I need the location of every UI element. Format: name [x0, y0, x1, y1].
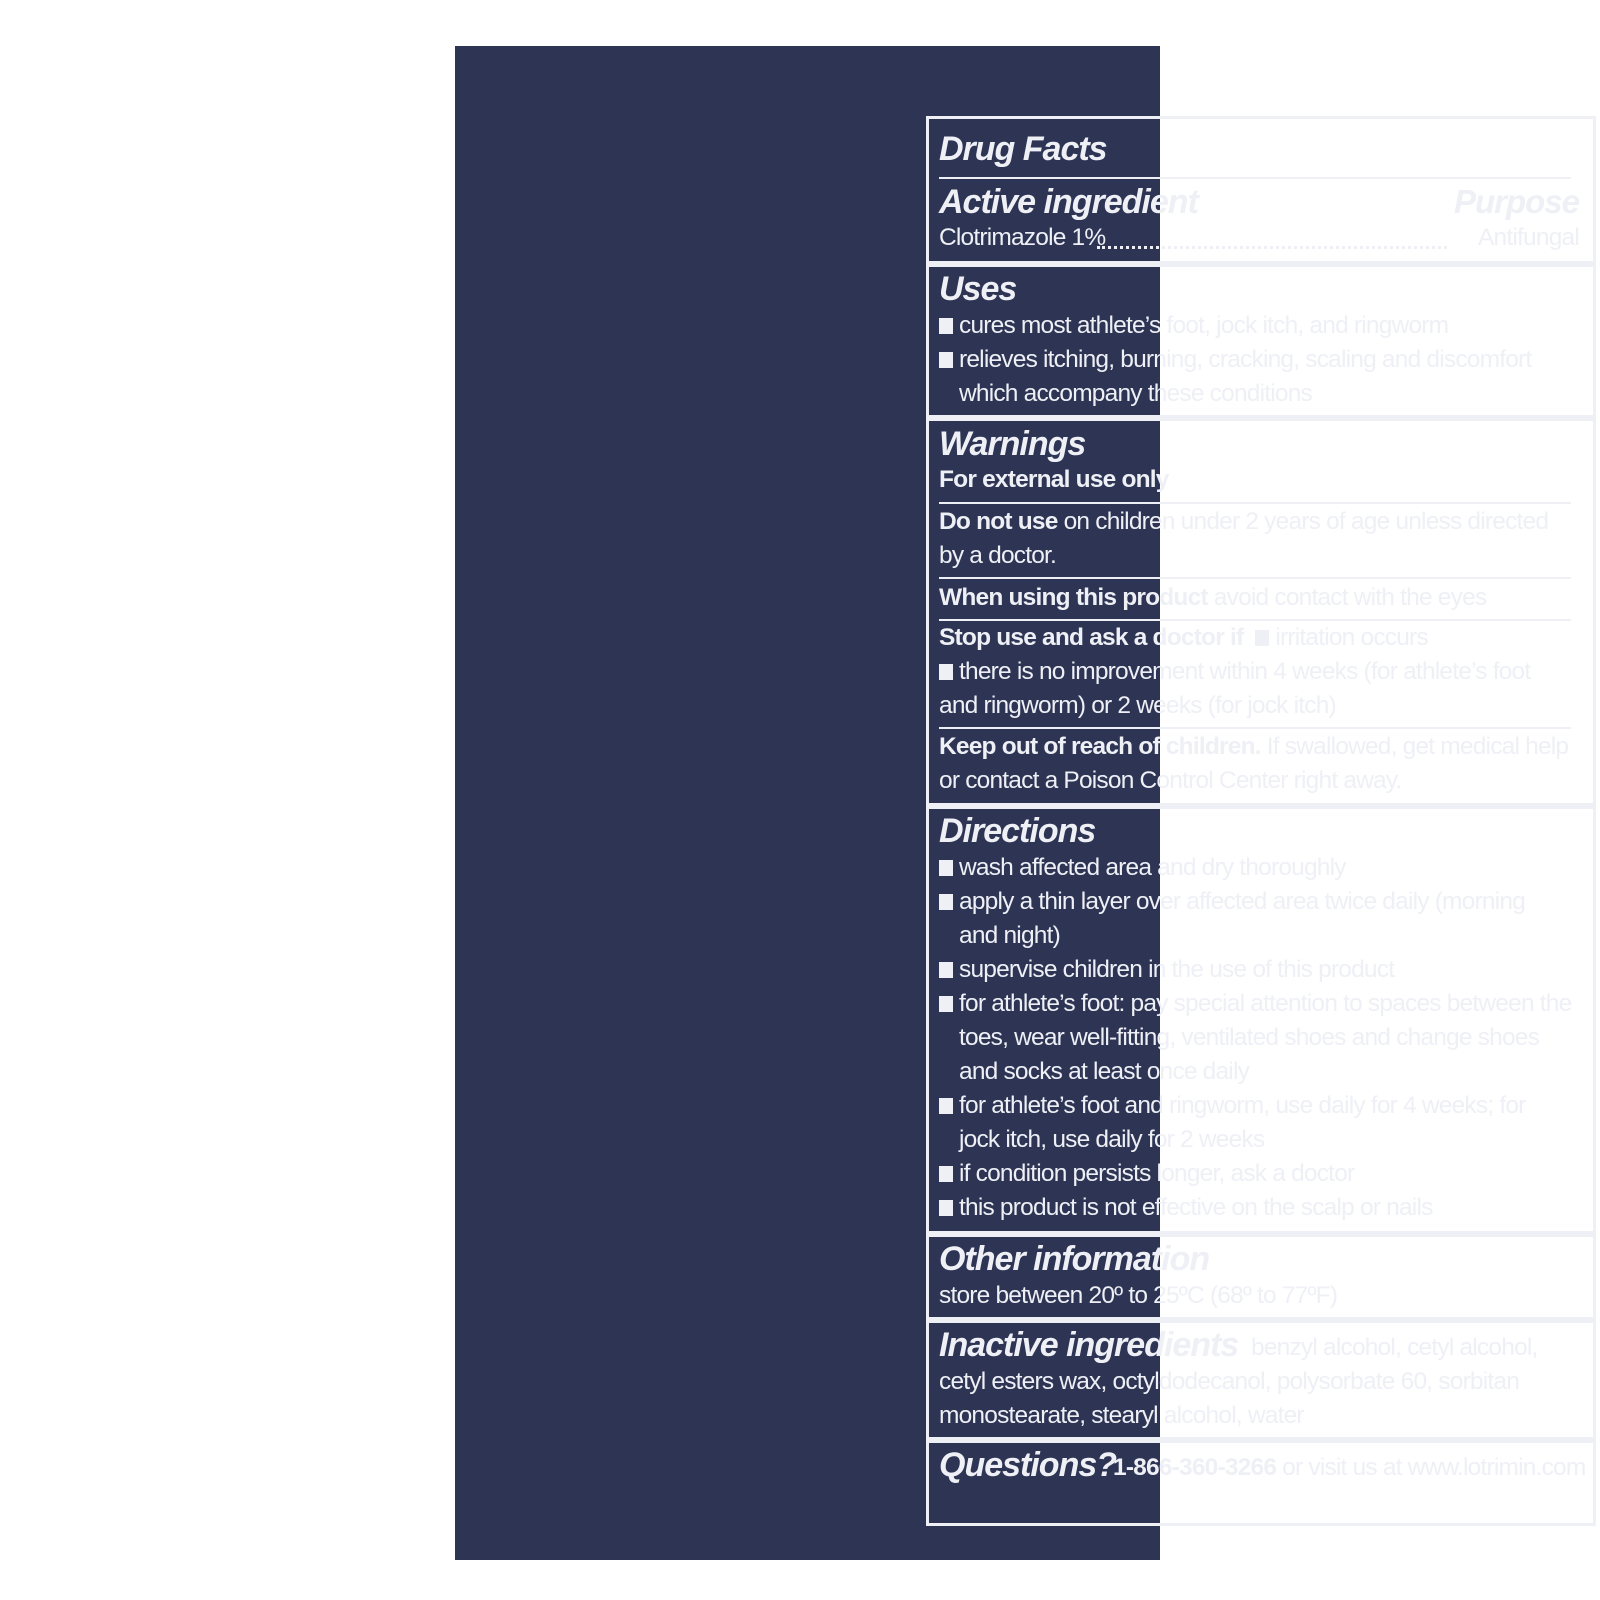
section-separator: [929, 1317, 1593, 1323]
section-separator: [929, 1437, 1593, 1443]
directions-item-continued: toes, wear well-fitting, ventilated shoes and change shoes: [959, 1024, 1540, 1051]
bullet-square-icon: [1255, 630, 1269, 646]
external-use-only: For external use only: [939, 466, 1169, 493]
bullet-square-icon: [939, 996, 953, 1012]
bullet-square-icon: [939, 962, 953, 978]
uses-item: relieves itching, burning, cracking, scaling and discomfort: [939, 343, 1531, 377]
questions-contact: [1113, 1451, 1585, 1485]
directions-heading: Directions: [939, 812, 1096, 850]
directions-item: supervise children in the use of this product: [939, 953, 1394, 987]
directions-item: for athlete’s foot: pay special attention to spaces between the: [939, 987, 1571, 1021]
phone-number: 1-866-360-3266: [1113, 1454, 1277, 1481]
directions-item: if condition persists longer, ask a doctor: [939, 1157, 1354, 1191]
when-using-line: When using this product avoid contact with the eyes: [939, 584, 1487, 611]
bullet-square-icon: [939, 1098, 953, 1114]
stop-use-item: there is no improvement within 4 weeks (for athlete’s foot: [939, 655, 1530, 689]
bullet-square-icon: [939, 664, 953, 680]
warning-rule: [939, 502, 1571, 504]
directions-item-continued: and night): [959, 922, 1060, 949]
title-rule: [939, 177, 1571, 179]
website-text: or visit us at www.lotrimin.com: [1276, 1454, 1586, 1481]
section-separator: [929, 803, 1593, 809]
directions-item-continued: jock itch, use daily for 2 weeks: [959, 1126, 1265, 1153]
stop-use-line: Stop use and ask a doctor if irritation occurs: [939, 624, 1428, 651]
drug-facts-title: Drug Facts: [939, 130, 1107, 168]
bullet-square-icon: [939, 860, 953, 876]
active-ingredient-row: [929, 221, 1593, 255]
uses-item-continued: which accompany these conditions: [959, 380, 1313, 407]
stop-use-item-continued: and ringworm) or 2 weeks (for jock itch): [939, 692, 1336, 719]
keep-out-line: Keep out of reach of children. If swallowed, get medical help: [939, 733, 1569, 760]
bullet-square-icon: [939, 894, 953, 910]
inactive-ingredients-text: cetyl esters wax, octyldodecanol, polysorbate 60, sorbitan: [939, 1368, 1520, 1395]
product-package-panel: [455, 46, 1586, 1560]
warning-rule: [939, 577, 1571, 579]
directions-item: apply a thin layer over affected area twice daily (morning: [939, 885, 1525, 919]
inactive-ingredients-text: monostearate, stearyl alcohol, water: [939, 1402, 1304, 1429]
do-not-use-line: by a doctor.: [939, 542, 1057, 569]
warning-rule: [939, 727, 1571, 729]
do-not-use-line: Do not use on children under 2 years of age unless directed: [939, 508, 1549, 535]
storage-text: store between 20º to 25ºC (68º to 77ºF): [939, 1282, 1338, 1309]
directions-item: wash affected area and dry thoroughly: [939, 851, 1346, 885]
directions-item: for athlete’s foot and ringworm, use daily for 4 weeks; for: [939, 1089, 1526, 1123]
inactive-ingredients-heading: Inactive ingredients: [939, 1326, 1239, 1364]
section-separator: [929, 261, 1593, 267]
active-ingredient-purpose: Antifungal: [1478, 224, 1579, 251]
bullet-square-icon: [939, 352, 953, 368]
uses-item: cures most athlete’s foot, jock itch, and ringworm: [939, 309, 1448, 343]
inactive-ingredients-text: benzyl alcohol, cetyl alcohol,: [1251, 1334, 1538, 1361]
uses-heading: Uses: [939, 270, 1017, 308]
section-separator: [929, 415, 1593, 421]
bullet-square-icon: [939, 1166, 953, 1182]
directions-item: this product is not effective on the scalp or nails: [939, 1191, 1433, 1225]
warnings-heading: Warnings: [939, 425, 1086, 463]
keep-out-line: or contact a Poison Control Center right away.: [939, 767, 1402, 794]
active-ingredient-name: Clotrimazole 1%: [939, 224, 1106, 251]
active-ingredient-heading: Active ingredient: [939, 183, 1198, 221]
purpose-heading: Purpose: [1453, 183, 1579, 220]
directions-item-continued: and socks at least once daily: [959, 1058, 1250, 1085]
dot-leader: [1097, 246, 1447, 249]
other-information-heading: Other information: [939, 1240, 1210, 1278]
bullet-square-icon: [939, 318, 953, 334]
drug-facts-panel: [926, 116, 1596, 1526]
section-separator: [929, 1231, 1593, 1237]
bullet-square-icon: [939, 1200, 953, 1216]
questions-heading: Questions?: [939, 1446, 1117, 1484]
